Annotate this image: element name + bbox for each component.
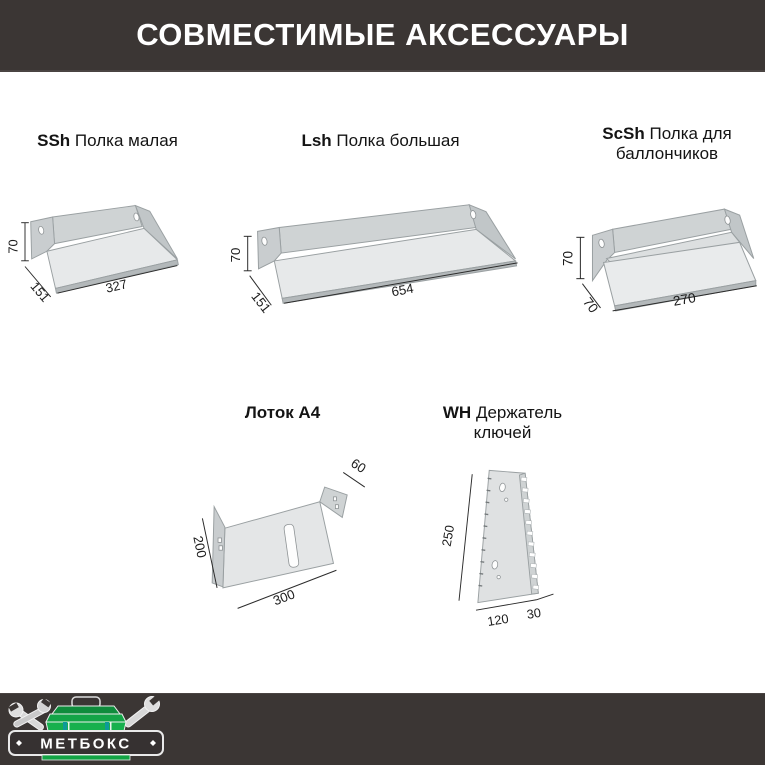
product-label-wh: [420, 403, 585, 443]
dim-height: 200: [190, 534, 210, 560]
footer-bar: [0, 693, 765, 765]
product-code: ScSh: [602, 124, 645, 143]
logo-text: МЕТБОКС: [40, 735, 132, 753]
lsh-shelf-shape: [258, 205, 517, 303]
lotok-a4-drawing: [175, 438, 400, 634]
lotok-shape: [212, 487, 347, 588]
product-code: SSh: [37, 131, 71, 150]
dim-side: 60: [348, 455, 369, 476]
dim-length: 300: [270, 586, 297, 609]
page-title: СОВМЕСТИМЫЕ АКСЕССУАРЫ: [136, 17, 629, 52]
product-name: Держатель ключей: [473, 403, 563, 443]
dim-length: 120: [486, 610, 510, 629]
page-header: [0, 0, 765, 72]
wrench-icon: [124, 696, 161, 728]
product-label-lotok: [200, 403, 365, 423]
scsh-shelf-drawing: [558, 196, 760, 322]
dim-depth: 30: [525, 604, 543, 622]
dim-height: 70: [5, 239, 21, 254]
ssh-shelf-drawing: [5, 192, 205, 321]
dim-height: 250: [438, 523, 458, 548]
dim-length: 327: [104, 276, 129, 296]
wh-shape: [478, 470, 539, 602]
mount-hole-icon: [497, 575, 500, 578]
mount-hole-icon: [219, 546, 222, 550]
product-label-scsh: [574, 124, 760, 164]
mount-hole-icon: [333, 497, 336, 501]
logo-plaque: [9, 731, 163, 760]
mount-hole-icon: [218, 538, 221, 542]
dim-depth: 151: [27, 278, 53, 305]
metbox-logo: [6, 696, 166, 762]
product-name: Полка большая: [336, 131, 460, 150]
product-label-lsh: [268, 131, 493, 151]
dim-height: 70: [560, 250, 576, 267]
product-code: WH: [442, 403, 472, 422]
product-code: Lsh: [301, 131, 332, 150]
wrench-icon: [9, 698, 52, 731]
product-label-ssh: [0, 131, 215, 151]
mount-hole-icon: [335, 505, 338, 509]
dim-depth: 151: [248, 289, 274, 316]
product-name: Полка малая: [74, 131, 178, 150]
lsh-shelf-drawing: [228, 188, 553, 326]
wh-key-holder-drawing: [425, 442, 595, 631]
product-code: Лоток А4: [244, 403, 321, 422]
dim-height: 70: [228, 247, 243, 263]
dim-length: 270: [671, 290, 697, 309]
dim-depth: 70: [579, 294, 602, 316]
mount-hole-icon: [505, 498, 508, 501]
dim-length: 654: [390, 280, 415, 300]
product-name: Полка для баллончиков: [615, 124, 732, 164]
toolbox-icon: [46, 697, 126, 731]
